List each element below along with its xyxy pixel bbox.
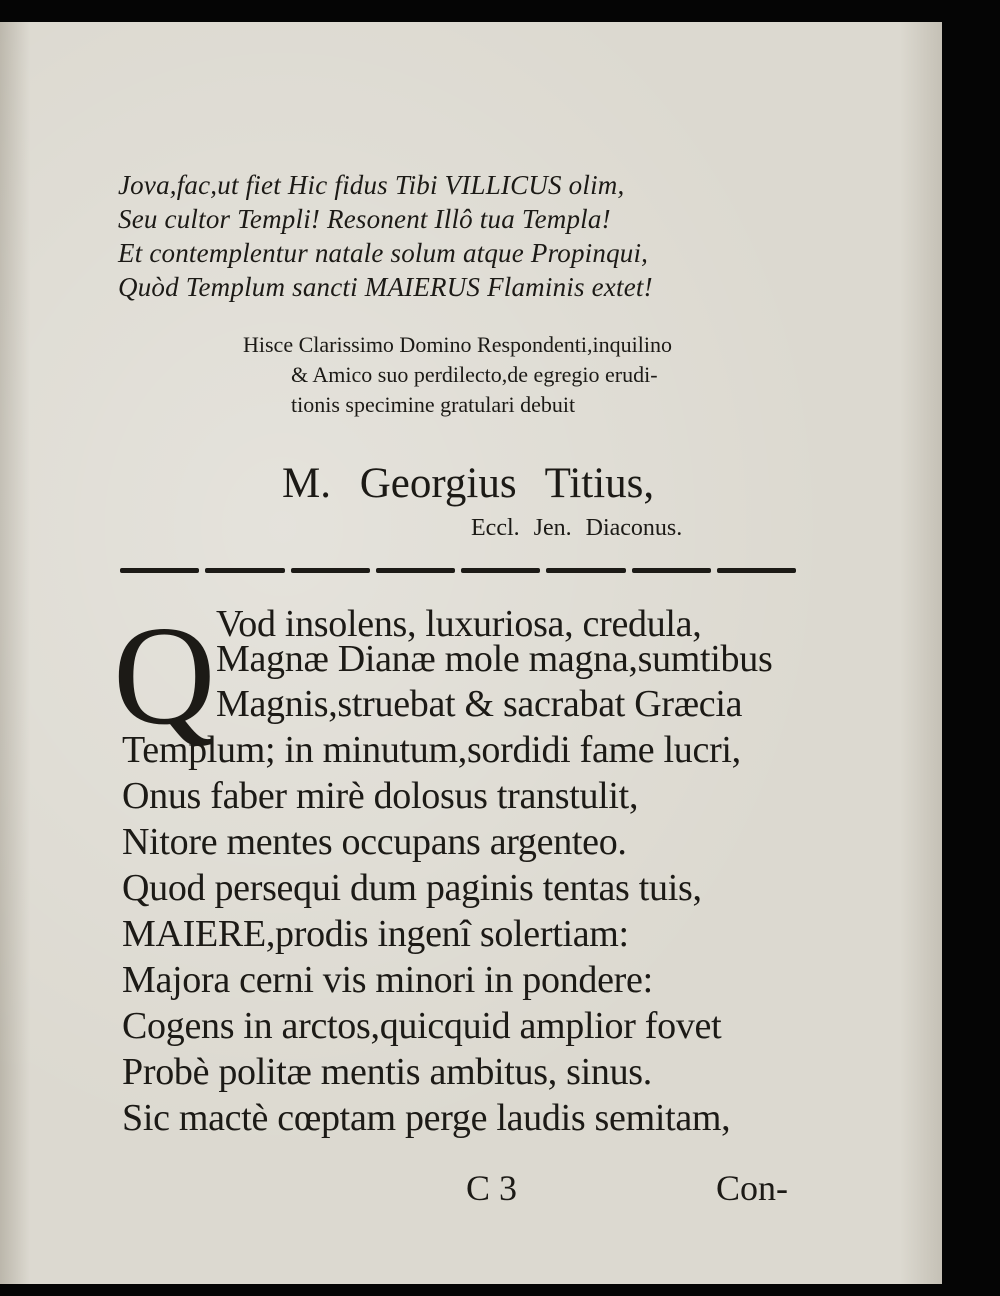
verse-line-10: Cogens in arctos,quicquid amplior fovet	[122, 1005, 722, 1047]
verse-line-7: Quod persequi dum paginis tentas tuis,	[122, 867, 702, 909]
dedication-line-3: tionis specimine gratulari debuit	[291, 392, 576, 417]
poem-line-1: Jova,fac,ut fiet Hic fidus Tibi VILLICUS olim,	[118, 170, 625, 200]
verse-line-2: Magnæ Dianæ mole magna,sumtibus	[216, 638, 773, 680]
poem-line-4: Quòd Templum sancti MAIERUS Flaminis extet!	[118, 272, 653, 302]
poem-line-2: Seu cultor Templi! Resonent Illô tua Templa!	[118, 204, 611, 234]
verse-line-1: Vod insolens, luxuriosa, credula,	[216, 603, 702, 645]
verse-line-4: Templum; in minutum,sordidi fame lucri,	[122, 729, 741, 771]
author-name: M. Georgius Titius,	[282, 460, 655, 507]
verse-line-11: Probè politæ mentis ambitus, sinus.	[122, 1051, 652, 1093]
ornamental-rule	[120, 568, 796, 576]
signature-mark: C 3	[466, 1168, 518, 1208]
verse-line-12: Sic mactè cœptam perge laudis semitam,	[122, 1097, 731, 1139]
verse-line-5: Onus faber mirè dolosus transtulit,	[122, 775, 639, 817]
drop-cap-initial: Q	[113, 596, 216, 754]
verse-line-9: Majora cerni vis minori in pondere:	[122, 959, 653, 1001]
poem-line-3: Et contemplentur natale solum atque Propinqui,	[118, 238, 649, 268]
book-page	[0, 22, 942, 1284]
dedication-line-1: Hisce Clarissimo Domino Respondenti,inquilino	[243, 332, 672, 357]
catchword: Con-	[716, 1168, 788, 1208]
author-office: Eccl. Jen. Diaconus.	[471, 515, 683, 541]
verse-line-8: MAIERE,prodis ingenî solertiam:	[122, 913, 629, 955]
verse-line-6: Nitore mentes occupans argenteo.	[122, 821, 627, 863]
verse-line-3: Magnis,struebat & sacrabat Græcia	[216, 683, 743, 725]
dedication-line-2: & Amico suo perdilecto,de egregio erudi-	[291, 362, 658, 387]
